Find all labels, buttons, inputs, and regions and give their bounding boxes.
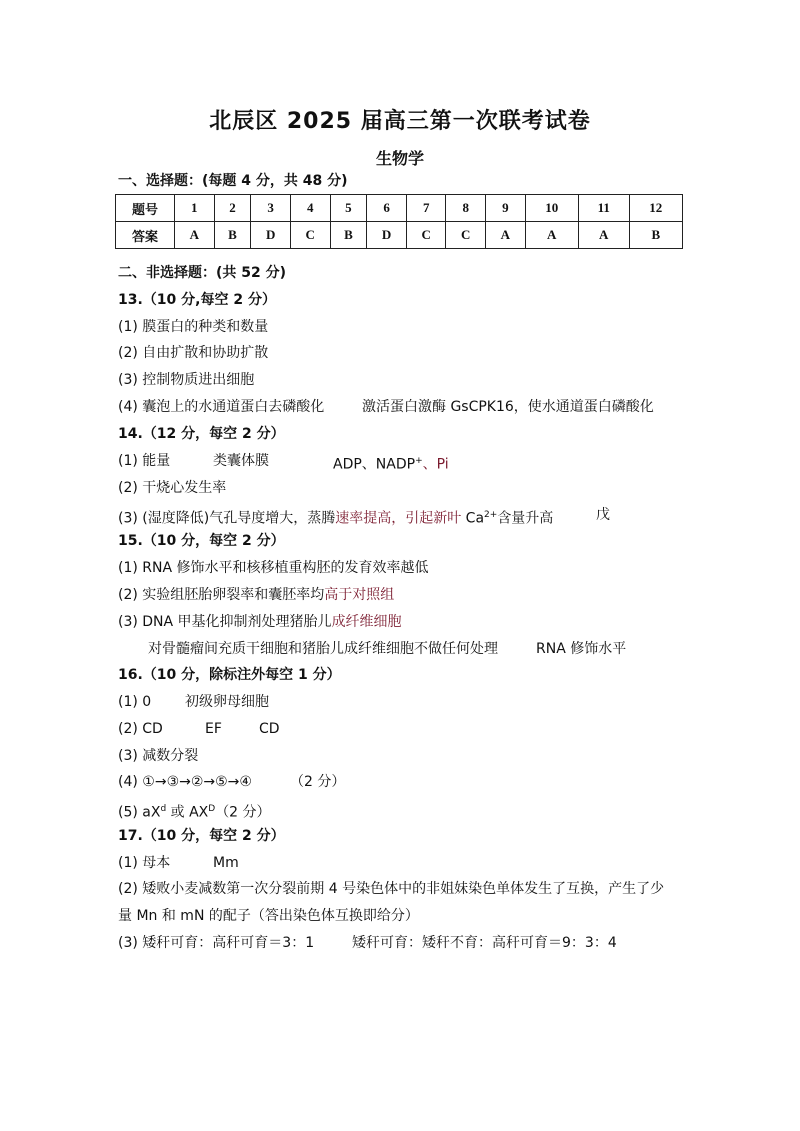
table-cell: A (578, 222, 629, 249)
q16-answer-5: (5) $aX^d$ 或 $AX^D(2$ 分） (118, 804, 271, 821)
table-cell: A (525, 222, 578, 249)
q17-answer-3a: (3) 矮秆可育：高秆可育＝3：1 (118, 935, 315, 951)
q16-answer-2a: (2) CD (118, 721, 163, 737)
q16-answer-2c: CD (259, 721, 280, 737)
q13-answer-2: (2) 自由扩散和协助扩散 (118, 345, 269, 361)
q16-answer-2b: EF (205, 721, 222, 737)
section-nonchoice-heading: 二、非选择题：(共 52 分) (118, 265, 287, 281)
q14-answer-3: (3) (湿度降低)气孔导度增大，蒸腾速率提高，引起新叶 $Ca^{2+}$含量升高 (118, 510, 554, 527)
answer-table (115, 194, 683, 249)
table-cell: A (486, 222, 526, 249)
table-cell: 5 (330, 195, 367, 222)
q17-answer-1a: (1) 母本 (118, 855, 171, 871)
table-cell: B (330, 222, 367, 249)
table-cell: 1 (175, 195, 215, 222)
table-cell: C (290, 222, 330, 249)
q15-answer-4b: RNA 修饰水平 (536, 641, 627, 657)
q13-answer-4a: (4) 囊泡上的水通道蛋白去磷酸化 (118, 399, 325, 415)
table-cell: 6 (367, 195, 407, 222)
table-header-cell: 题号 (116, 195, 175, 222)
q14-answer-1a: (1) 能量 (118, 453, 171, 469)
table-cell: D (251, 222, 291, 249)
table-cell: 2 (214, 195, 251, 222)
q16-answer-1a: (1) 0 (118, 694, 152, 710)
q17-answer-2b: 量 Mn 和 mN 的配子（答出染色体互换即给分） (118, 908, 419, 924)
table-cell: B (214, 222, 251, 249)
table-row-answers (116, 222, 683, 249)
q14-answer-2: (2) 干烧心发生率 (118, 480, 227, 496)
q14-answer-1c: ADP、NADP+、Pi (333, 456, 449, 473)
table-cell: 4 (290, 195, 330, 222)
q15-answer-3: (3) DNA 甲基化抑制剂处理猪胎儿成纤维细胞 (118, 614, 402, 630)
table-cell: 10 (525, 195, 578, 222)
q16-answer-4a: (4) ①→③→②→⑤→④ (118, 774, 252, 790)
q13-answer-4b: 激活蛋白激酶 GsCPK16，使水通道蛋白磷酸化 (362, 399, 654, 415)
q14-answer-3b: 戊 (596, 507, 610, 523)
table-cell: D (367, 222, 407, 249)
table-cell: 9 (486, 195, 526, 222)
q15-answer-1: (1) RNA 修饰水平和核移植重构胚的发育效率越低 (118, 560, 429, 576)
q15-heading: 15.（10 分，每空 2 分） (118, 533, 285, 549)
q16-answer-3: (3) 减数分裂 (118, 748, 199, 764)
section-choice-heading: 一、选择题：(每题 4 分，共 48 分) (118, 173, 348, 189)
table-cell: B (629, 222, 682, 249)
q13-answer-1: (1) 膜蛋白的种类和数量 (118, 319, 269, 335)
table-cell: 8 (446, 195, 486, 222)
q15-answer-4a: 对骨髓瘤间充质干细胞和猪胎儿成纤维细胞不做任何处理 (148, 641, 498, 657)
table-header-cell: 答案 (116, 222, 175, 249)
q13-heading: 13.（10 分,每空 2 分） (118, 292, 276, 308)
table-cell: 12 (629, 195, 682, 222)
q15-answer-2: (2) 实验组胚胎卵裂率和囊胚率均高于对照组 (118, 587, 395, 603)
q16-heading: 16.（10 分，除标注外每空 1 分） (118, 667, 341, 683)
table-cell: A (175, 222, 215, 249)
table-cell: 3 (251, 195, 291, 222)
exam-title: 北辰区 2025 届高三第一次联考试卷 (209, 109, 591, 134)
q14-heading: 14.（12 分，每空 2 分） (118, 426, 285, 442)
q17-answer-3b: 矮秆可育：矮秆不育：高秆可育＝9：3：4 (352, 935, 617, 951)
q17-heading: 17.（10 分，每空 2 分） (118, 828, 285, 844)
q17-answer-2: (2) 矮败小麦减数第一次分裂前期 4 号染色体中的非姐妹染色单体发生了互换，产生了少 (118, 881, 665, 897)
q14-answer-1b: 类囊体膜 (213, 453, 269, 469)
subject-title: 生物学 (375, 149, 424, 168)
table-row-numbers (116, 195, 683, 222)
table-cell: C (406, 222, 446, 249)
q16-answer-1b: 初级卵母细胞 (185, 694, 269, 710)
table-cell: C (446, 222, 486, 249)
q13-answer-3: (3) 控制物质进出细胞 (118, 372, 255, 388)
q16-answer-4b: （2 分） (290, 774, 346, 790)
table-cell: 11 (578, 195, 629, 222)
q17-answer-1b: Mm (213, 855, 239, 871)
table-cell: 7 (406, 195, 446, 222)
